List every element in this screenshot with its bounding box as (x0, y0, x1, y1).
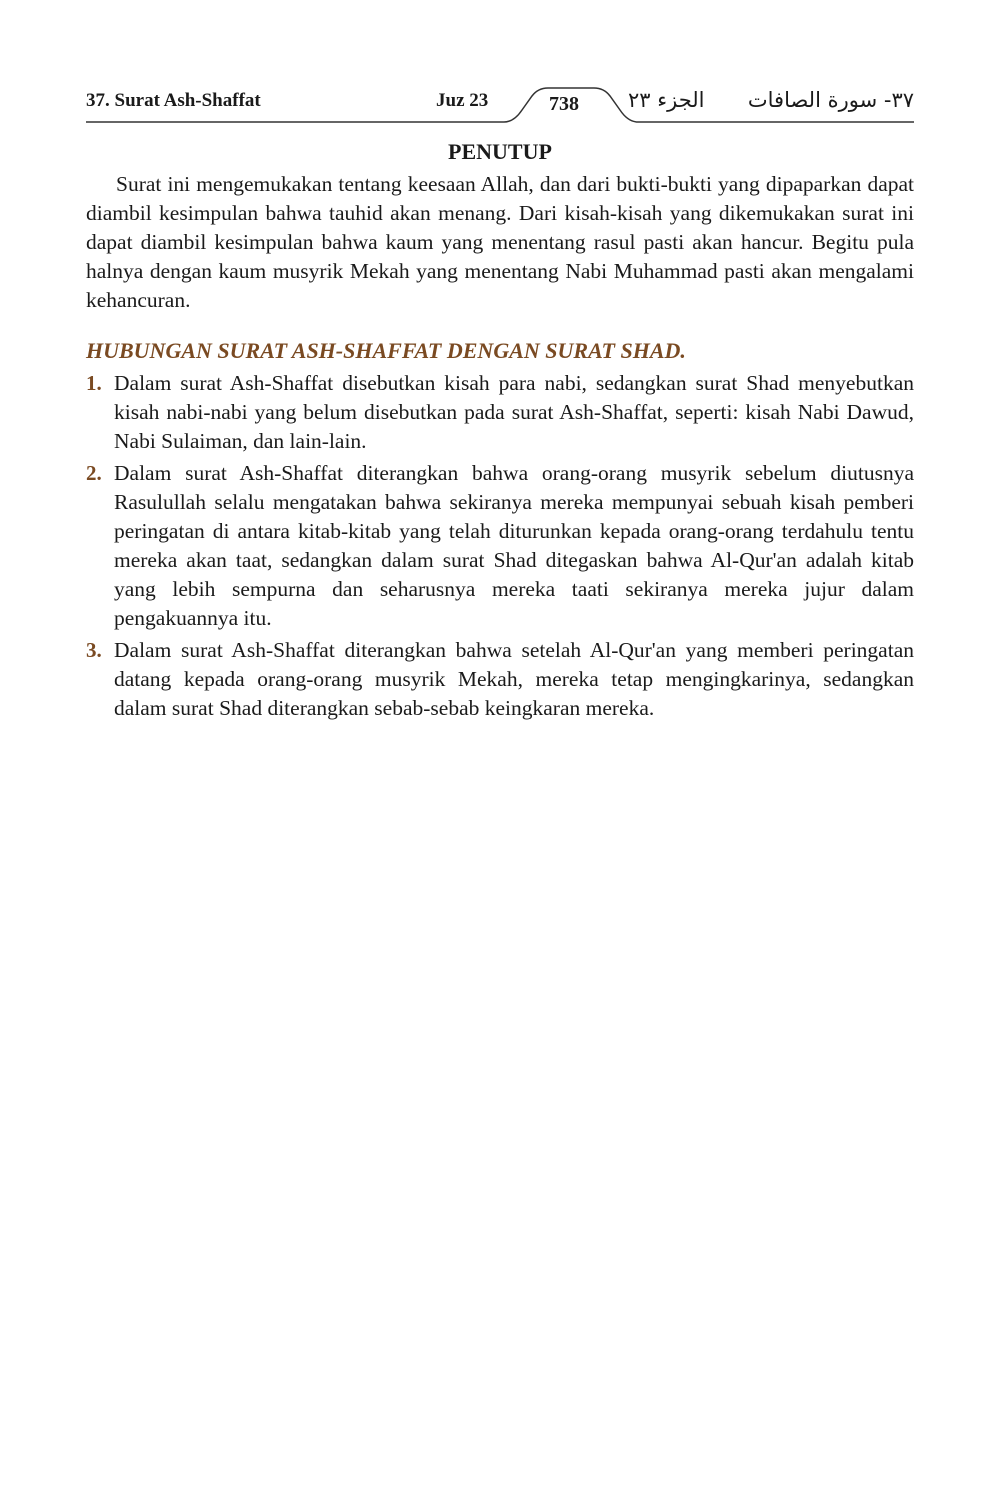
list-item-number: 2. (86, 461, 102, 485)
header-surah-title: 37. Surat Ash-Shaffat (86, 90, 261, 111)
list-item-number: 1. (86, 371, 102, 395)
closing-paragraph: Surat ini mengemukakan tentang keesaan Allah, dan dari bukti-bukti yang dipaparkan dapat diambil kesimpulan bahwa tauhid akan menang. Dari kisah-kisah yang dikemukakan surat ini dapat diambil kesimpulan bahwa kaum yang menentang rasul pasti akan hancur. Begitu pula halnya dengan kaum musyrik Mekah yang menentang Nabi Muhammad pasti akan mengalami kehancuran. (86, 172, 914, 312)
page-header (86, 84, 914, 126)
page-content (86, 138, 914, 726)
list-item-number: 3. (86, 638, 102, 662)
header-arabic-juz: الجزء ٢٣ (628, 88, 705, 112)
header-juz-label: Juz 23 (436, 90, 489, 111)
section-title: PENUTUP (448, 139, 552, 164)
page-number: 738 (549, 93, 579, 115)
relation-list (86, 369, 914, 723)
list-item (86, 369, 914, 456)
header-arabic-surah: ٣٧- سورة الصافات (747, 88, 914, 112)
list-item-text: Dalam surat Ash-Shaffat diterangkan bahwa setelah Al-Qur'an yang memberi peringatan datang kepada orang-orang musyrik Mekah, mereka tetap mengingkarinya, sedangkan dalam surat Shad diterangkan sebab-sebab keingkaran mereka. (114, 638, 914, 720)
list-item-text: Dalam surat Ash-Shaffat disebutkan kisah para nabi, sedangkan surat Shad menyebutkan kisah nabi-nabi yang belum disebutkan pada surat Ash-Shaffat, seperti: kisah Nabi Dawud, Nabi Sulaiman, dan lain-lain. (114, 371, 914, 453)
list-item (86, 636, 914, 723)
list-item (86, 459, 914, 633)
list-item-text: Dalam surat Ash-Shaffat diterangkan bahwa orang-orang musyrik sebelum diutusnya Rasulullah selalu mengatakan bahwa sekiranya mereka mempunyai sebuah kisah pemberi peringatan di antara kitab-kitab yang telah diturunkan kepada orang-orang terdahulu tentu mereka akan taat, sedangkan dalam surat Shad ditegaskan bahwa Al-Qur'an adalah kitab yang lebih sempurna dan seharusnya mereka taati sekiranya mereka jujur dalam pengakuannya itu. (114, 461, 914, 630)
relation-heading: HUBUNGAN SURAT ASH-SHAFFAT DENGAN SURAT SHAD. (86, 338, 686, 363)
